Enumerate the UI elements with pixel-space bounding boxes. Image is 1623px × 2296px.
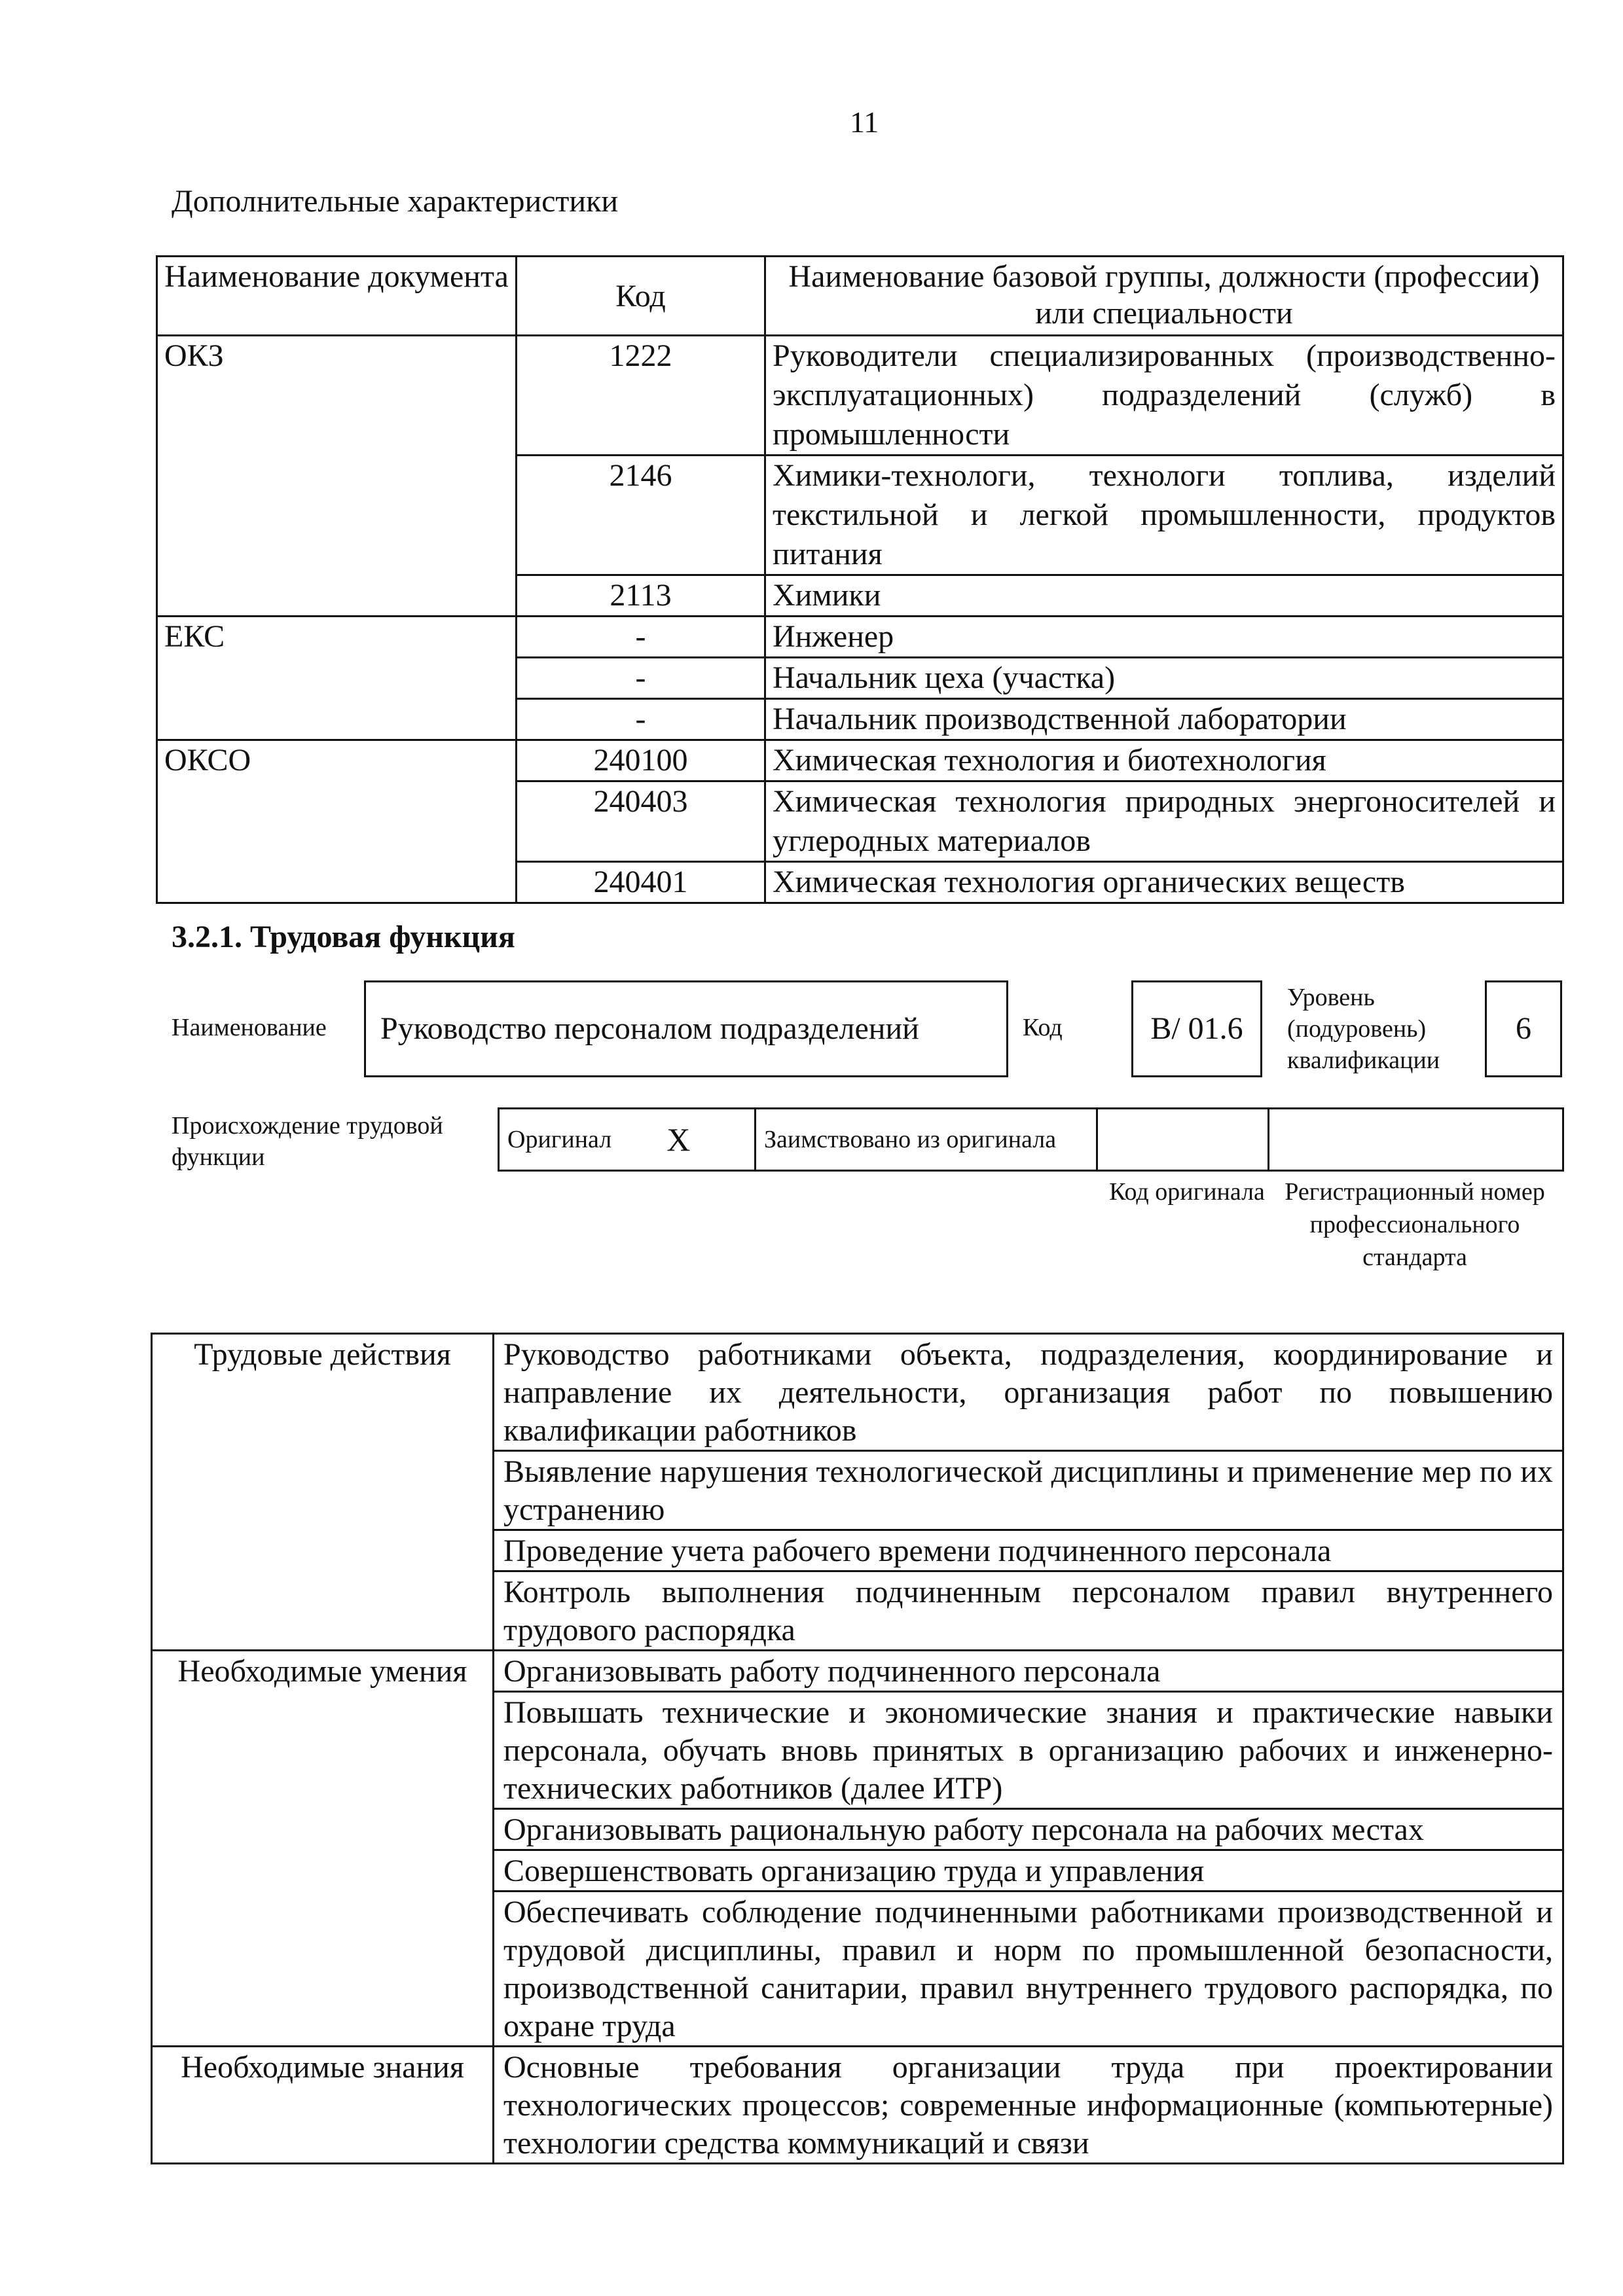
item-cell: Организовывать рациональную работу персонала на рабочих местах bbox=[494, 1809, 1563, 1850]
item-cell: Организовывать работу подчиненного персонала bbox=[494, 1651, 1563, 1692]
name-cell: Химическая технология органических веществ bbox=[765, 862, 1563, 903]
document-cell: ЕКС bbox=[157, 617, 517, 740]
page-number: 11 bbox=[850, 105, 879, 139]
code-cell: 2113 bbox=[517, 575, 765, 617]
name-cell: Руководители специализированных (производственно-эксплуатационных) подразделений (служб) в промышленности bbox=[765, 336, 1563, 456]
code-cell: 2146 bbox=[517, 456, 765, 575]
registration-number-caption: Регистрационный номер профессионального стандарта bbox=[1285, 1178, 1545, 1271]
column-header-document: Наименование документа bbox=[157, 257, 517, 336]
table-row bbox=[157, 336, 1563, 456]
table-row bbox=[152, 2047, 1563, 2164]
additional-characteristics-table bbox=[156, 255, 1564, 904]
name-cell: Химики-технологи, технологи топлива, изделий текстильной и легкой промышленности, продуктов питания bbox=[765, 456, 1563, 575]
table-row bbox=[152, 1651, 1563, 1692]
category-cell: Трудовые действия bbox=[152, 1334, 494, 1651]
item-cell: Совершенствовать организацию труда и управления bbox=[494, 1850, 1563, 1892]
function-details-table bbox=[151, 1333, 1564, 2164]
section-heading: Дополнительные характеристики bbox=[172, 184, 619, 219]
name-cell: Начальник производственной лаборатории bbox=[765, 699, 1563, 740]
name-cell: Химики bbox=[765, 575, 1563, 617]
name-cell: Инженер bbox=[765, 617, 1563, 658]
code-cell: - bbox=[517, 658, 765, 699]
column-header-name: Наименование базовой группы, должности (профессии) или специальности bbox=[765, 257, 1563, 336]
column-header-code: Код bbox=[517, 257, 765, 336]
code-cell: 1222 bbox=[517, 336, 765, 456]
name-label: Наименование bbox=[172, 1014, 327, 1041]
name-cell: Начальник цеха (участка) bbox=[765, 658, 1563, 699]
original-mark: X bbox=[666, 1121, 691, 1158]
item-cell: Обеспечивать соблюдение подчиненными работниками производственной и трудовой дисциплины, правил и норм по промышленной безопасности, производственной санитарии, правил внутреннего трудового распорядка, по охране труда bbox=[494, 1892, 1563, 2047]
name-cell: Химическая технология и биотехнология bbox=[765, 740, 1563, 781]
item-cell: Основные требования организации труда при проектировании технологических процессов; современные информационные (компьютерные) технологии средства коммуникаций и связи bbox=[494, 2047, 1563, 2164]
table-header-row bbox=[157, 257, 1563, 336]
item-cell: Руководство работниками объекта, подразделения, координирование и направление их деятельности, организация работ по повышению квалификации работников bbox=[494, 1334, 1563, 1451]
document-cell: ОКСО bbox=[157, 740, 517, 903]
category-cell: Необходимые знания bbox=[152, 2047, 494, 2164]
registration-number-cell bbox=[1269, 1109, 1563, 1171]
origin-row bbox=[499, 1109, 1563, 1171]
item-cell: Контроль выполнения подчиненным персоналом правил внутреннего трудового распорядка bbox=[494, 1571, 1563, 1651]
table-row bbox=[157, 740, 1563, 781]
code-label: Код bbox=[1023, 1014, 1063, 1041]
code-cell: - bbox=[517, 617, 765, 658]
labor-function-heading: 3.2.1. Трудовая функция bbox=[172, 920, 515, 954]
category-cell: Необходимые умения bbox=[152, 1651, 494, 2047]
table-row bbox=[157, 617, 1563, 658]
function-name-box: Руководство персоналом подразделений bbox=[364, 980, 1008, 1077]
function-code-box: B/ 01.6 bbox=[1131, 980, 1262, 1077]
original-code-caption: Код оригинала bbox=[1109, 1178, 1265, 1206]
qualification-level-box: 6 bbox=[1485, 980, 1562, 1077]
code-cell: 240100 bbox=[517, 740, 765, 781]
code-cell: 240403 bbox=[517, 781, 765, 862]
item-cell: Повышать технические и экономические знания и практические навыки персонала, обучать вновь принятых в организацию рабочих и инженерно-технических работников (далее ИТР) bbox=[494, 1692, 1563, 1809]
code-cell: 240401 bbox=[517, 862, 765, 903]
original-label: Оригинал bbox=[507, 1126, 612, 1153]
code-cell: - bbox=[517, 699, 765, 740]
origin-label: Происхождение трудовой функции bbox=[172, 1112, 443, 1171]
borrowed-cell: Заимствовано из оригинала bbox=[756, 1109, 1097, 1171]
original-cell bbox=[499, 1109, 756, 1171]
item-cell: Проведение учета рабочего времени подчиненного персонала bbox=[494, 1530, 1563, 1571]
table-row bbox=[152, 1334, 1563, 1451]
origin-table bbox=[498, 1107, 1564, 1172]
item-cell: Выявление нарушения технологической дисциплины и применение мер по их устранению bbox=[494, 1451, 1563, 1530]
qualification-level-label: Уровень (подуровень) квалификации bbox=[1287, 984, 1440, 1074]
name-cell: Химическая технология природных энергоносителей и углеродных материалов bbox=[765, 781, 1563, 862]
original-code-cell bbox=[1097, 1109, 1269, 1171]
document-cell: ОКЗ bbox=[157, 336, 517, 617]
